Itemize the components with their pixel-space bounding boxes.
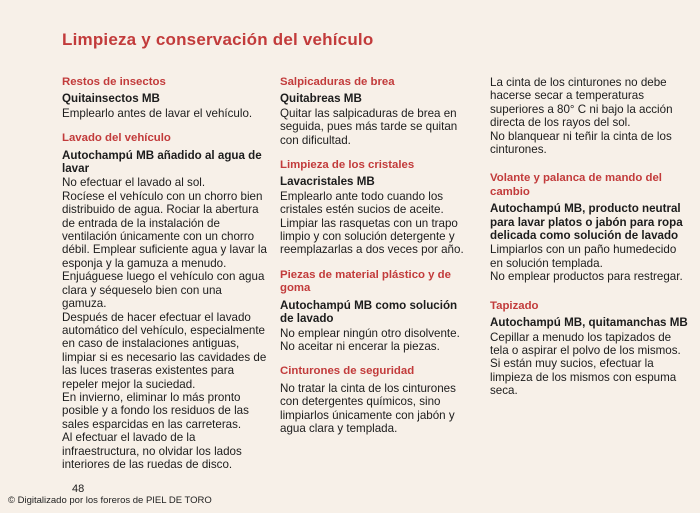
column-1 xyxy=(62,76,267,483)
section-text: Quitar las salpicaduras de brea en seguida, pues más tarde se quitan con dificultad. xyxy=(280,106,458,147)
section-text: Limpiarlos con un paño humedecido en solución templada. No emplear productos para restregar. xyxy=(490,243,683,284)
section-title: Limpieza de los cristales xyxy=(280,159,415,172)
section-plastico xyxy=(280,269,472,353)
page-number: 48 xyxy=(72,483,85,495)
section-cinturones-cont xyxy=(490,76,690,156)
section-title: Cinturones de seguridad xyxy=(280,365,415,378)
section-title: Volante y palanca de mando del cambio xyxy=(490,172,662,198)
product-name: Autochampú MB, producto neutral para lavar platos o jabón para ropa delicada como solución de lavado xyxy=(490,202,683,243)
section-text: No emplear ningún otro disolvente. No aceitar ni encerar la piezas. xyxy=(280,326,460,353)
product-name: Autochampú MB como solución de lavado xyxy=(280,298,458,326)
section-text: No efectuar el lavado al sol. Rocíese el vehículo con un chorro bien distribuido de agua. Rociar la abertura de entrada de la instalación de ventilación únicamente con un chorro débil. Emplear suficiente agua y lavar la esponja y la gamuza a menudo. Enjuáguese luego el vehículo con agua clara y séqueselo bien con una gamuza. Después de hacer efectuar el lavado automático del vehículo, especialmente en caso de instalaciones antiguas, limpiar si es necesario las cavidades de las luces traseras existentes para repeler mejor la suciedad. En invierno, eliminar lo más pronto posible y a fondo los residuos de las sales esparcidas en las carreteras. Al efectuar el lavado de la infraestructura, no olvidar los lados interiores de las ruedas de disco. xyxy=(62,176,267,471)
product-name: Lavacristales MB xyxy=(280,175,375,189)
product-name: Autochampú MB añadido al agua de lavar xyxy=(62,148,262,176)
product-name: Quitainsectos MB xyxy=(62,92,160,106)
section-brea xyxy=(280,76,472,147)
column-3 xyxy=(490,76,690,410)
section-tapizado xyxy=(490,300,690,398)
section-title: Piezas de material plástico y de goma xyxy=(280,268,451,295)
section-text: Cepillar a menudo los tapizados de tela o aspirar el polvo de los mismos. Si están muy sucios, efectuar la limpieza de los mismos con espuma seca. xyxy=(490,330,681,398)
product-name: Quitabreas MB xyxy=(280,92,362,106)
column-2 xyxy=(280,76,472,447)
section-title: Lavado del vehículo xyxy=(62,132,171,145)
section-text: Emplearlo antes de lavar el vehículo. xyxy=(62,106,253,120)
section-title: Tapizado xyxy=(490,299,539,312)
section-text: No tratar la cinta de los cinturones con detergentes químicos, sino limpiarlos únicamente con jabón y agua clara y templada. xyxy=(280,381,456,435)
footer-credit: © Digitalizado por los foreros de PIEL DE TORO xyxy=(8,495,212,506)
product-name: Autochampú MB, quitamanchas MB xyxy=(490,316,688,330)
page-title: Limpieza y conservación del vehículo xyxy=(62,30,374,49)
section-cinturones xyxy=(280,365,472,435)
section-cristales xyxy=(280,159,472,257)
section-title: Restos de insectos xyxy=(62,76,166,88)
section-title: Salpicaduras de brea xyxy=(280,76,395,88)
section-lavado xyxy=(62,132,267,471)
section-insectos xyxy=(62,76,267,120)
section-text: La cinta de los cinturones no debe hacerse secar a temperaturas superiores a 80° C ni bajo la acción directa de los rayos del sol. No blanquear ni teñir la cinta de los cinturones. xyxy=(490,76,673,157)
section-text: Emplearlo ante todo cuando los cristales estén sucios de aceite. Limpiar las rasquetas con un trapo limpio y con solución detergente y reemplazarlas a dos veces por año. xyxy=(280,189,464,257)
section-volante xyxy=(490,172,690,283)
